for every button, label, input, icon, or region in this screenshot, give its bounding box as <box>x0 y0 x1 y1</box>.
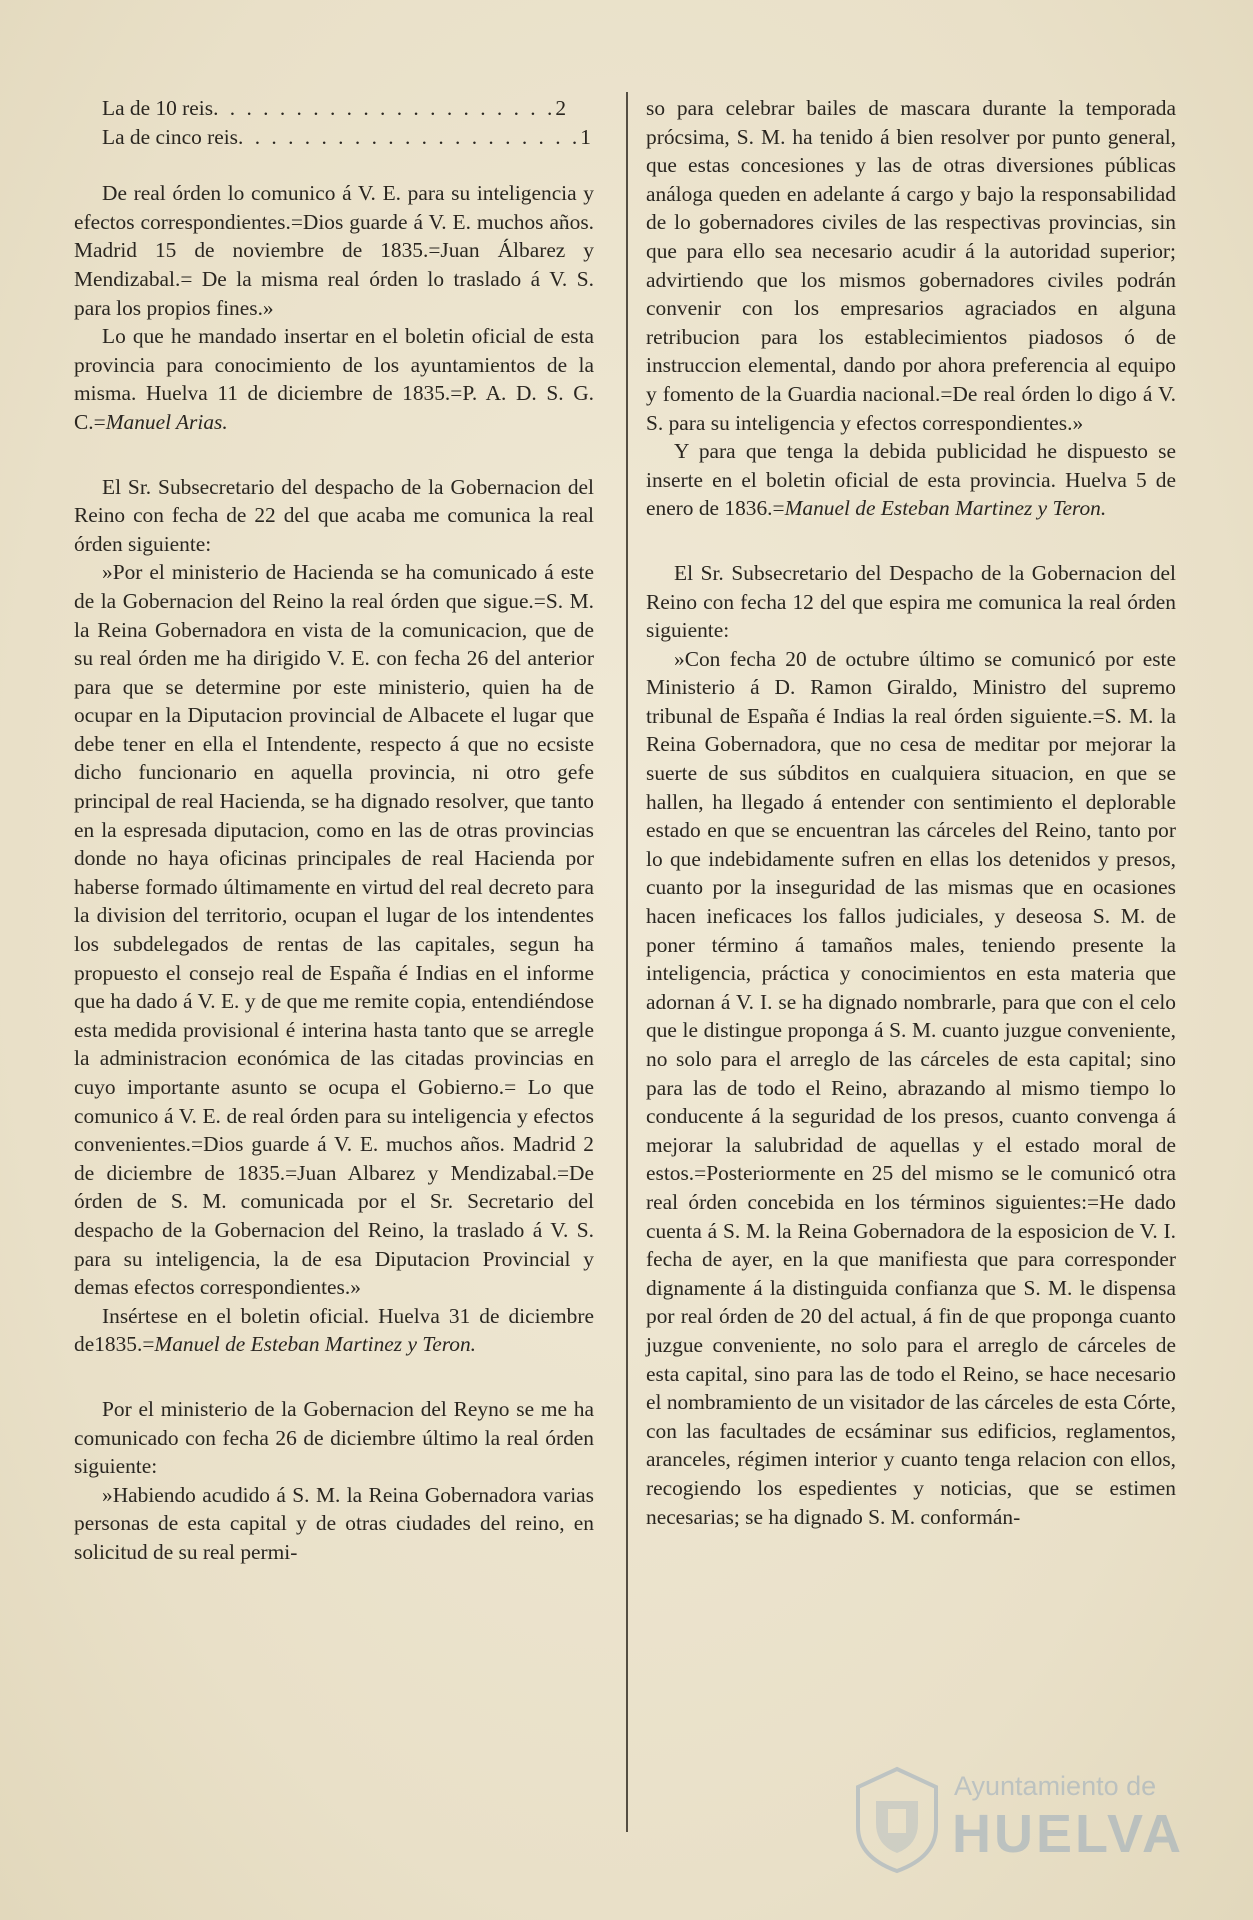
watermark-title: HUELVA <box>952 1804 1184 1864</box>
paragraph: »Habiendo acudido á S. M. la Reina Gobernadora varias personas de esta capital y de otras ciudades del reino, en solicitud de su real permi- <box>74 1482 594 1564</box>
tally-label: La de 10 reis <box>102 96 214 120</box>
paragraph: Por el ministerio de la Gobernacion del Reyno se me ha comunicado con fecha 26 de diciembre último la real órden siguiente: <box>74 1396 594 1479</box>
tally-row: La de cinco reis . . . . . . . . . . . . . . . . . . . . . 1 <box>102 123 532 152</box>
paragraph: Lo que he mandado insertar en el boletin oficial de esta provincia para conocimiento de los ayuntamientos de la misma. Huelva 11 de diciembre de 1835.=P. A. D. S. G. C.=Manuel Arias. <box>74 324 594 434</box>
tally-value: 1 <box>580 124 591 149</box>
paragraph: »Con fecha 20 de octubre último se comunicó por este Ministerio á D. Ramon Giraldo, Ministro del supremo tribunal de España é Indias la real órden siguiente.=S. M. la Reina Gobernadora, que no cesa de meditar por mejorar la suerte de sus súbditos en cualquiera situacion, en que se hallen, ha llegado á entender con sentimiento el deplorable estado en que se encuentran las cárceles del Reino, tanto por lo que indebidamente sufren en ellas los detenidos y presos, cuanto por la inseguridad de las mismas que en ocasiones hacen ineficaces los fallos judiciales, y deseosa S. M. de poner término á tamaños males, teniendo presente la inteligencia, práctica y conocimientos en esta materia que adornan á V. I. se ha dignado nombrarle, para que con el celo que le distingue proponga á S. M. cuanto juzgue conveniente, no solo para el arreglo de las cárceles de esta capital; sino para las de todo el Reino, abrazando al mismo tiempo lo conducente á la seguridad de los presos, cuanto convenga á mejorar la salubridad de aquellas y el estado moral de estos.=Posteriormente en 25 del mismo se le comunicó otra real órden concebida en los términos siguientes:=He dado cuenta á S. M. la Reina Gobernadora de la esposicion de V. I. fecha de ayer, en la que manifiesta que para corresponder dignamente á la distinguida confianza que S. M. le dispensa por real órden de 20 del actual, á fin de que proponga cuanto juzgue conveniente, no solo para el arreglo de cárceles de esta capital, sino para las de todo el Reino, se hace necesario el nombramiento de un visitador de las cárceles de esta Córte, con las facultades de ecsáminar sus edificios, reglamentos, aranceles, régimen interior y cuanto tenga relacion con ellos, recogiendo los espedientes y noticias, que se estimen necesarias; se ha dignado S. M. conformán- <box>646 646 1176 1529</box>
tally-value: 2 <box>555 96 567 120</box>
paragraph: so para celebrar bailes de mascara durante la temporada prócsima, S. M. ha tenido á bien resolver por punto general, que estas concesiones y las de otras diversiones públicas análoga queden en adelante á cargo y bajo la responsabilidad de lo gobernadores civiles de las respectivas provincias, sin que para ello sea necesario acudir á la autoridad superior; advirtiendo que los mismos gobernadores civiles podrán convenir con los empresarios agraciados en alguna retribucion para los establecimientos piadosos ó de instruccion elemental, dando por ahora preferencia al equipo y fomento de la Guardia nacional.=De real órden lo digo á V. S. para su inteligencia y efectos correspondientes.» <box>646 96 1176 435</box>
right-column <box>646 94 1176 1531</box>
watermark-logo <box>852 1765 1182 1875</box>
tally-row: La de 10 reis . . . . . . . . . . . . . . . . . . . . . 2 <box>102 94 532 123</box>
watermark-text: Ayuntamiento de <box>954 1771 1157 1801</box>
crest-icon <box>852 1765 942 1875</box>
signature-text: Manuel Arias. <box>105 409 228 434</box>
paragraph: »Por el ministerio de Hacienda se ha comunicado á este de la Gobernacion del Reino la real órden que sigue.=S. M. la Reina Gobernadora en vista de la comunicacion, que de su real órden me ha dirigido V. E. con fecha 26 del anterior para que se determine por este ministerio, quien ha de ocupar en la Diputacion provincial de Albacete el lugar que debe tener en ella el Intendente, respecto á que no ecsiste dicho funcionario en aquella provincia, ni otro gefe principal de real Hacienda, se ha dignado resolver, que tanto en la espresada diputacion, como en las de otras provincias donde no haya oficinas principales de real Hacienda por haberse formado últimamente en virtud del real decreto para la division del territorio, ocupan el lugar de los intendentes los subdelegados de rentas de las capitales, segun ha propuesto el consejo real de España é Indias en el informe que ha dado á V. E. y de que me remite copia, entendiéndose esta medida provisional é interina hasta tanto que se arregle la administracion económica de las citadas provincias en cuyo importante asunto se ocupa el Gobierno.= Lo que comunico á V. E. de real órden para su inteligencia y efectos convenientes.=Dios guarde á V. E. muchos años. Madrid 2 de diciembre de 1835.=Juan Albarez y Mendizabal.=De órden de S. M. comunicada por el Sr. Secretario del despacho de la Gobernacion del Reino, la traslado á V. S. para su inteligencia, la de esa Diputacion Provincial y demas efectos correspondientes.» <box>74 560 594 1300</box>
coin-tally <box>102 94 591 151</box>
paragraph: Insértese en el boletin oficial. Huelva 31 de diciembre de1835.=Manuel de Esteban Martinez y Teron. <box>74 1303 594 1357</box>
tally-label: La de cinco reis <box>102 124 238 149</box>
paragraph: El Sr. Subsecretario del despacho de la Gobernacion del Reino con fecha de 22 del que acaba me comunica la real órden siguiente: <box>74 474 594 556</box>
signature-text: Manuel de Esteban Martinez y Teron. <box>784 496 1107 521</box>
column-divider <box>626 92 628 1832</box>
left-column <box>74 94 594 1567</box>
paragraph: Y para que tenga la debida publicidad he dispuesto se inserte en el boletin oficial de esta provincia. Huelva 5 de enero de 1836.=Manuel de Esteban Martinez y Teron. <box>646 439 1176 521</box>
paragraph: El Sr. Subsecretario del Despacho de la Gobernacion del Reino con fecha 12 del que espira me comunica la real órden siguiente: <box>646 560 1176 643</box>
paragraph: De real órden lo comunico á V. E. para su inteligencia y efectos correspondientes.=Dios guarde á V. E. muchos años. Madrid 15 de noviembre de 1835.=Juan Álbarez y Mendizabal.= De la misma real órden lo traslado á V. S. para los propios fines.» <box>74 181 594 320</box>
signature-text: Manuel de Esteban Martinez y Teron. <box>154 1332 477 1357</box>
